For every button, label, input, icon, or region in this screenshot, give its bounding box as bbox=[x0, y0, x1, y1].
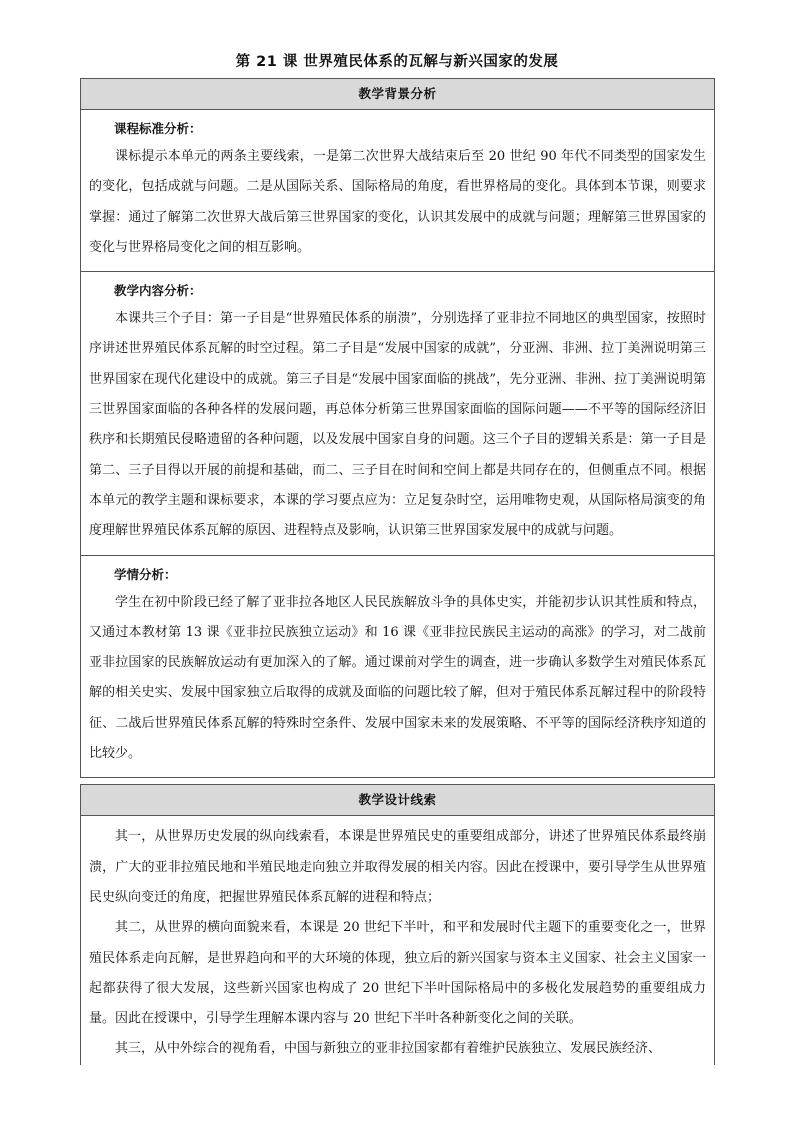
document-title: 第 21 课 世界殖民体系的瓦解与新兴国家的发展 bbox=[235, 54, 559, 70]
section-header-design-clues: 教学设计线索 bbox=[80, 784, 715, 815]
content-analysis-heading: 教学内容分析： bbox=[114, 283, 202, 299]
design-clue-paragraph: 其三，从中外综合的视角看，中国与新独立的亚非拉国家都有着维护民族独立、发展民族经济、 bbox=[115, 1041, 662, 1057]
design-clues-cell bbox=[80, 815, 715, 1064]
curriculum-standard-text: 课标提示本单元的两条主要线索，一是第二次世界大战结束后至 20 世纪 90 年代不同类型的国家发生的变化，包括成就与问题。二是从国际关系、国际格局的角度，看世界格局的变化。具体到本节课，则要求掌握：通过了解第二次世界大战后第三世界国家的变化，认识其发展中的成就与问题；理解第三世界国家的变化与世界格局变化之间的相互影响。 bbox=[89, 149, 706, 255]
design-clue-paragraph: 其一，从世界历史发展的纵向线索看，本课是世界殖民史的重要组成部分，讲述了世界殖民体系最终崩溃，广大的亚非拉殖民地和半殖民地走向独立并取得发展的相关内容。因此在授课中，要引导学生从世界殖民史纵向变迁的角度，把握世界殖民体系瓦解的进程和特点； bbox=[89, 829, 706, 905]
learner-analysis-text: 学生在初中阶段已经了解了亚非拉各地区人民民族解放斗争的具体史实，并能初步认识其性质和特点，又通过本教材第 13 课《亚非拉民族独立运动》和 16 课《亚非拉民族民主运动的高涨》的学习，对二战前亚非拉国家的民族解放运动有更加深入的了解。通过课前对学生的调查，进一步确认多数学生对殖民体系瓦解的相关史实、发展中国家独立后取得的成就及面临的问题比较了解，但对于殖民体系瓦解过程中的阶段特征、二战后世界殖民体系瓦解的特殊时空条件、发展中国家未来的发展策略、不平等的国际经济秩序知道的比较少。 bbox=[89, 594, 706, 762]
learner-analysis-cell bbox=[80, 555, 715, 779]
content-analysis-text: 本课共三个子目：第一子目是“世界殖民体系的崩溃”，分别选择了亚非拉不同地区的典型国家，按照时序讲述世界殖民体系瓦解的时空过程。第二子目是“发展中国家的成就”，分亚洲、非洲、拉丁美洲说明第三世界国家在现代化建设中的成就。第三子目是“发展中国家面临的挑战”，先分亚洲、非洲、拉丁美洲说明第三世界国家面临的各种各样的发展问题，再总体分析第三世界国家面临的国际问题——不平等的国际经济旧秩序和长期殖民侵略遗留的各种问题，以及发展中国家自身的问题。这三个子目的逻辑关系是：第一子目是第二、三子目得以开展的前提和基础，而二、三子目在时间和空间上都是共同存在的，但侧重点不同。根据本单元的教学主题和课标要求，本课的学习要点应为：立足复杂时空，运用唯物史观，从国际格局演变的角度理解世界殖民体系瓦解的原因、进程特点及影响，认识第三世界国家发展中的成就与问题。 bbox=[89, 311, 706, 539]
content-analysis-cell bbox=[80, 271, 715, 554]
learner-analysis-heading: 学情分析： bbox=[114, 566, 177, 582]
section-header-background-analysis: 教学背景分析 bbox=[80, 78, 715, 109]
lesson-plan-table bbox=[80, 78, 715, 1065]
curriculum-standard-cell bbox=[80, 109, 715, 271]
curriculum-standard-heading: 课程标准分析： bbox=[114, 121, 202, 136]
design-clue-paragraph: 其二，从世界的横向面貌来看，本课是 20 世纪下半叶，和平和发展时代主题下的重要变化之一，世界殖民体系走向瓦解，是世界趋向和平的大环境的体现，独立后的新兴国家与资本主义国家、社会主义国家一起都获得了很大发展，这些新兴国家也构成了 20 世纪下半叶国际格局中的多极化发展趋势的重要组成力量。因此在授课中，引导学生理解本课内容与 20 世纪下半叶各种新变化之间的关联。 bbox=[89, 920, 706, 1027]
